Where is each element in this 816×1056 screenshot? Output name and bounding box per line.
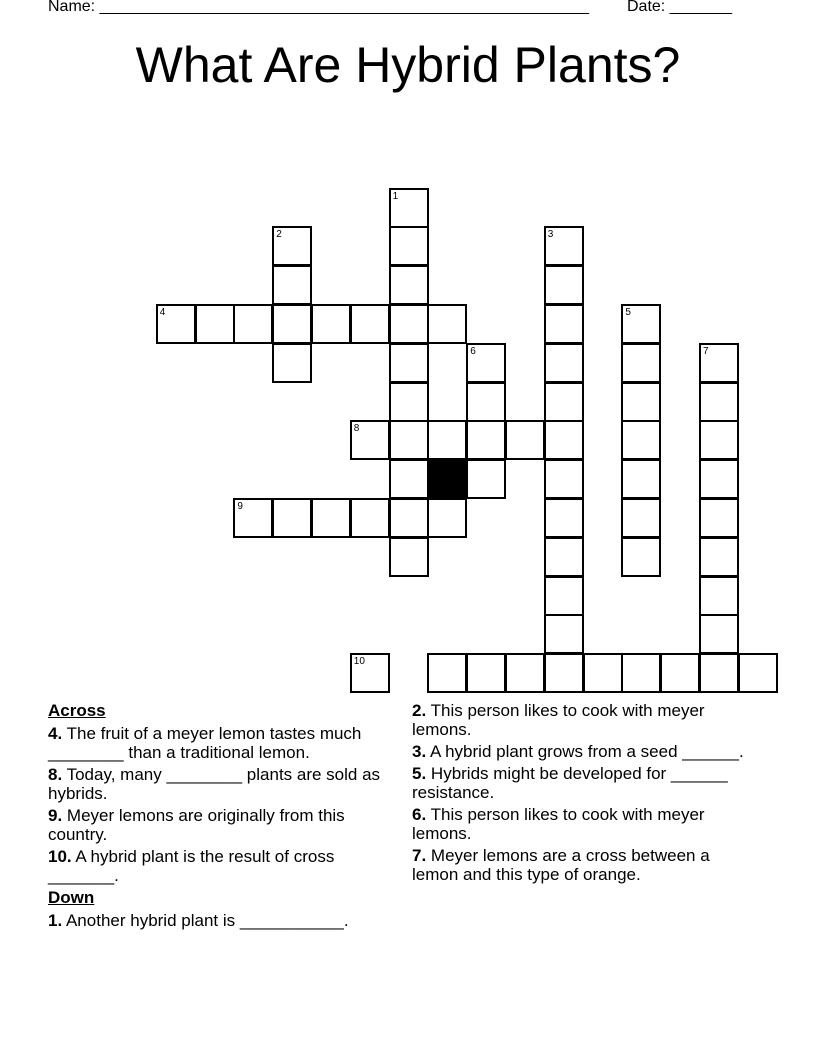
crossword-cell[interactable] <box>466 420 506 460</box>
name-field-line: Name: _______________________________________________________ <box>48 0 589 15</box>
clue-item-number: 6. <box>412 805 427 824</box>
clue-item-number: 2. <box>412 701 427 720</box>
crossword-cell[interactable] <box>389 537 429 577</box>
clue-item-text: A hybrid plant is the result of cross _______. <box>48 847 335 885</box>
crossword-cell[interactable] <box>544 382 584 422</box>
crossword-cell[interactable] <box>389 498 429 538</box>
clue-item-text: Another hybrid plant is ___________. <box>62 911 349 930</box>
crossword-cell[interactable] <box>544 343 584 383</box>
crossword-cell[interactable] <box>389 382 429 422</box>
crossword-cell[interactable] <box>389 343 429 383</box>
crossword-cell[interactable] <box>466 343 506 383</box>
clue-number: 8 <box>353 423 360 435</box>
crossword-cell[interactable] <box>544 576 584 616</box>
crossword-cell[interactable] <box>621 459 661 499</box>
crossword-cell[interactable] <box>660 653 700 693</box>
crossword-cell[interactable] <box>544 420 584 460</box>
clue-item <box>48 765 398 803</box>
crossword-cell[interactable] <box>272 304 312 344</box>
crossword-cell[interactable] <box>272 226 312 266</box>
clue-item <box>48 911 398 930</box>
clue-item <box>412 764 752 802</box>
down-clue-list <box>48 911 398 930</box>
clue-item <box>48 724 398 762</box>
clue-number: 3 <box>547 229 554 241</box>
crossword-cell[interactable] <box>699 420 739 460</box>
clue-number: 6 <box>470 345 476 357</box>
crossword-cell[interactable] <box>621 420 661 460</box>
crossword-cell[interactable] <box>544 498 584 538</box>
clue-item <box>412 805 752 843</box>
crossword-cell[interactable] <box>621 382 661 422</box>
clue-number: 2 <box>276 229 282 241</box>
clue-item <box>48 806 398 844</box>
crossword-cell[interactable] <box>544 459 584 499</box>
crossword-cell[interactable] <box>505 420 545 460</box>
crossword-cell[interactable] <box>233 304 273 344</box>
crossword-cell[interactable] <box>621 343 661 383</box>
crossword-cell[interactable] <box>389 459 429 499</box>
crossword-cell[interactable] <box>621 304 661 344</box>
crossword-cell[interactable] <box>427 420 467 460</box>
clue-item-text: Today, many ________ plants are sold as hybrids. <box>48 765 381 803</box>
crossword-cell[interactable] <box>389 188 429 228</box>
clue-number: 4 <box>159 307 166 318</box>
clues-left-column <box>48 701 398 933</box>
crossword-cell[interactable] <box>544 226 584 266</box>
crossword-cell[interactable] <box>621 537 661 577</box>
crossword-cell[interactable] <box>544 614 584 654</box>
clue-item-number: 1. <box>48 911 63 930</box>
crossword-cell[interactable] <box>699 653 739 693</box>
clue-item-number: 4. <box>48 724 63 743</box>
clue-item <box>412 742 752 761</box>
crossword-cell[interactable] <box>195 304 235 344</box>
crossword-cell[interactable] <box>699 576 739 616</box>
clue-item-number: 7. <box>412 846 427 865</box>
clues-right-column <box>412 701 752 887</box>
clue-item-number: 5. <box>412 764 427 783</box>
crossword-cell[interactable] <box>350 498 390 538</box>
crossword-cell[interactable] <box>466 459 506 499</box>
clue-item-text: Meyer lemons are originally from this country. <box>48 806 345 844</box>
clue-item-number: 3. <box>412 742 427 761</box>
crossword-cell[interactable] <box>389 226 429 266</box>
down-heading: Down <box>48 888 95 907</box>
clue-item <box>412 846 752 884</box>
clue-item <box>48 847 398 885</box>
crossword-cell[interactable] <box>466 653 506 693</box>
date-field-line: Date: _______ <box>627 0 732 15</box>
crossword-cell[interactable] <box>156 304 196 344</box>
crossword-cell[interactable] <box>699 537 739 577</box>
crossword-cell[interactable] <box>427 498 467 538</box>
crossword-cell[interactable] <box>699 614 739 654</box>
crossword-cell[interactable] <box>699 459 739 499</box>
crossword-cell[interactable] <box>389 265 429 305</box>
clue-item-text: This person likes to cook with meyer lemons. <box>412 701 705 739</box>
crossword-cell[interactable] <box>621 653 661 693</box>
clue-item-text: Meyer lemons are a cross between a lemon and this type of orange. <box>412 846 710 884</box>
crossword-cell[interactable] <box>272 498 312 538</box>
crossword-cell[interactable] <box>311 304 351 344</box>
crossword-cell[interactable] <box>350 420 390 460</box>
clue-item-number: 8. <box>48 765 63 784</box>
crossword-cell[interactable] <box>427 653 467 693</box>
crossword-cell[interactable] <box>699 343 739 383</box>
crossword-cell[interactable] <box>544 265 584 305</box>
crossword-cell[interactable] <box>583 653 623 693</box>
clue-number: 1 <box>392 190 399 202</box>
crossword-cell[interactable] <box>699 498 739 538</box>
crossword-cell[interactable] <box>272 343 312 383</box>
clue-item-number: 10. <box>48 847 72 866</box>
crossword-cell[interactable] <box>427 304 467 344</box>
crossword-cell[interactable] <box>621 498 661 538</box>
crossword-cell[interactable] <box>466 382 506 422</box>
clue-item-text: Hybrids might be developed for ______ resistance. <box>412 764 728 802</box>
clue-number: 7 <box>703 345 709 357</box>
crossword-cell[interactable] <box>350 304 390 344</box>
crossword-cell[interactable] <box>544 653 584 693</box>
page-title: What Are Hybrid Plants? <box>135 37 681 93</box>
crossword-cell[interactable] <box>544 537 584 577</box>
crossword-cell[interactable] <box>350 653 390 693</box>
crossword-cell[interactable] <box>738 653 778 693</box>
clue-item <box>412 701 752 739</box>
clue-item-text: This person likes to cook with meyer lemons. <box>412 805 705 843</box>
clue-item-text: The fruit of a meyer lemon tastes much ________ than a traditional lemon. <box>48 724 362 762</box>
crossword-cell[interactable] <box>272 265 312 305</box>
clue-number: 10 <box>353 656 365 668</box>
clue-number: 9 <box>237 501 243 512</box>
crossword-cell[interactable] <box>311 498 351 538</box>
clue-number: 5 <box>625 307 631 318</box>
crossword-cell[interactable] <box>233 498 273 538</box>
clue-item-text: A hybrid plant grows from a seed ______. <box>426 742 744 761</box>
across-clue-list <box>48 724 398 885</box>
crossword-cell[interactable] <box>699 382 739 422</box>
blocked-cell <box>427 459 467 499</box>
crossword-cell[interactable] <box>544 304 584 344</box>
crossword-cell[interactable] <box>389 304 429 344</box>
down-clue-list-continued <box>412 701 752 884</box>
crossword-cell[interactable] <box>389 420 429 460</box>
across-heading: Across <box>48 701 106 720</box>
clue-item-number: 9. <box>48 806 63 825</box>
crossword-cell[interactable] <box>505 653 545 693</box>
